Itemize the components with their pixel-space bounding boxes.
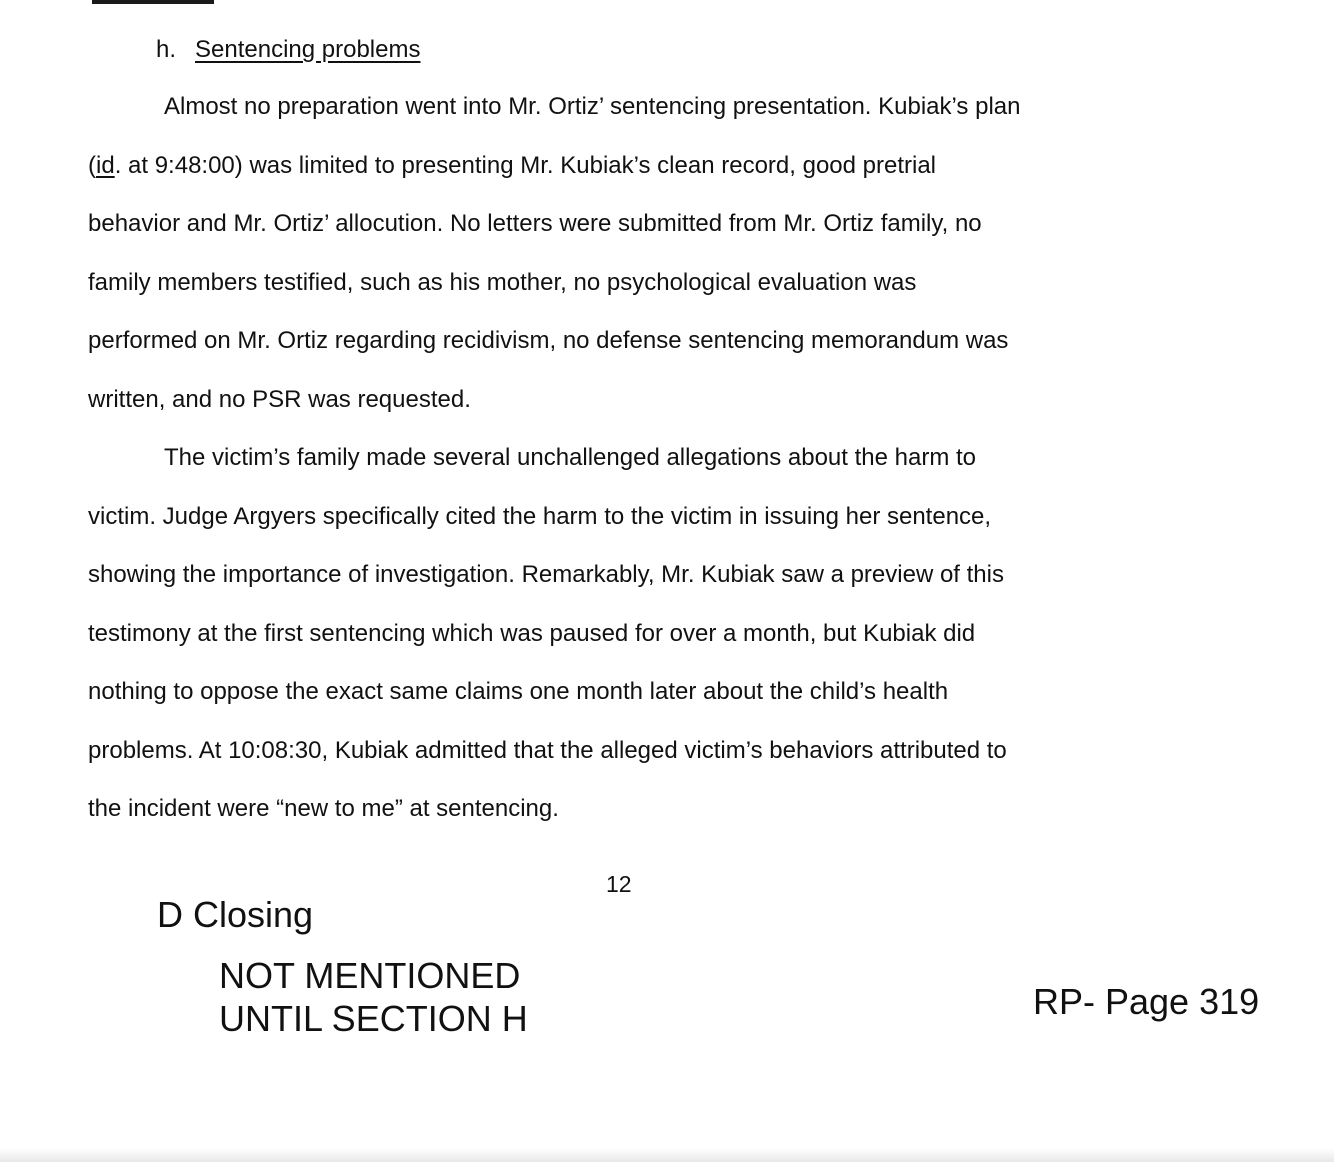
section-letter: h. [156,36,177,63]
paragraph-line: written, and no PSR was requested. [88,385,471,413]
annotation-note [219,954,528,1040]
previous-text-fragment [92,0,214,4]
closing-label: D Closing [157,894,314,935]
paragraph-line: the incident were “new to me” at sentencing. [88,795,559,822]
paragraph-line: nothing to oppose the exact same claims one month later about the child’s health [88,678,949,705]
paragraph-line: Almost no preparation went into Mr. Ortiz’ sentencing presentation. Kubiak’s plan [164,93,1021,120]
paragraph-line: showing the importance of investigation. Remarkably, Mr. Kubiak saw a preview of this [88,561,1004,588]
paragraph-line: family members testified, such as his mother, no psychological evaluation was [88,268,917,296]
page-bottom-edge [0,1148,1334,1162]
section-heading [156,33,420,67]
section-title: Sentencing problems [195,36,421,63]
paragraph-line: behavior and Mr. Ortiz’ allocution. No letters were submitted from Mr. Ortiz family, no [88,210,982,237]
page-number: 12 [606,871,632,897]
paragraph-victim-family [88,429,1098,839]
paragraph-line: victim. Judge Argyers specifically cited the harm to the victim in issuing her sentence, [88,502,992,530]
paragraph-line: (id. at 9:48:00) was limited to presenting Mr. Kubiak’s clean record, good pretrial [88,151,937,179]
citation-id: id [96,151,115,179]
paragraph-line: The victim’s family made several unchallenged allegations about the harm to [164,444,976,471]
annotation-note-line: UNTIL SECTION H [219,998,528,1039]
annotation-note-line: NOT MENTIONED [219,955,521,996]
paragraph-line: problems. At 10:08:30, Kubiak admitted that the alleged victim’s behaviors attributed to [88,736,1007,764]
paragraph-line: performed on Mr. Ortiz regarding recidivism, no defense sentencing memorandum was [88,327,1009,354]
paragraph-sentencing-preparation [88,78,1098,429]
paragraph-line: testimony at the first sentencing which was paused for over a month, but Kubiak did [88,619,976,647]
rp-page-reference: RP- Page 319 [1033,981,1260,1022]
